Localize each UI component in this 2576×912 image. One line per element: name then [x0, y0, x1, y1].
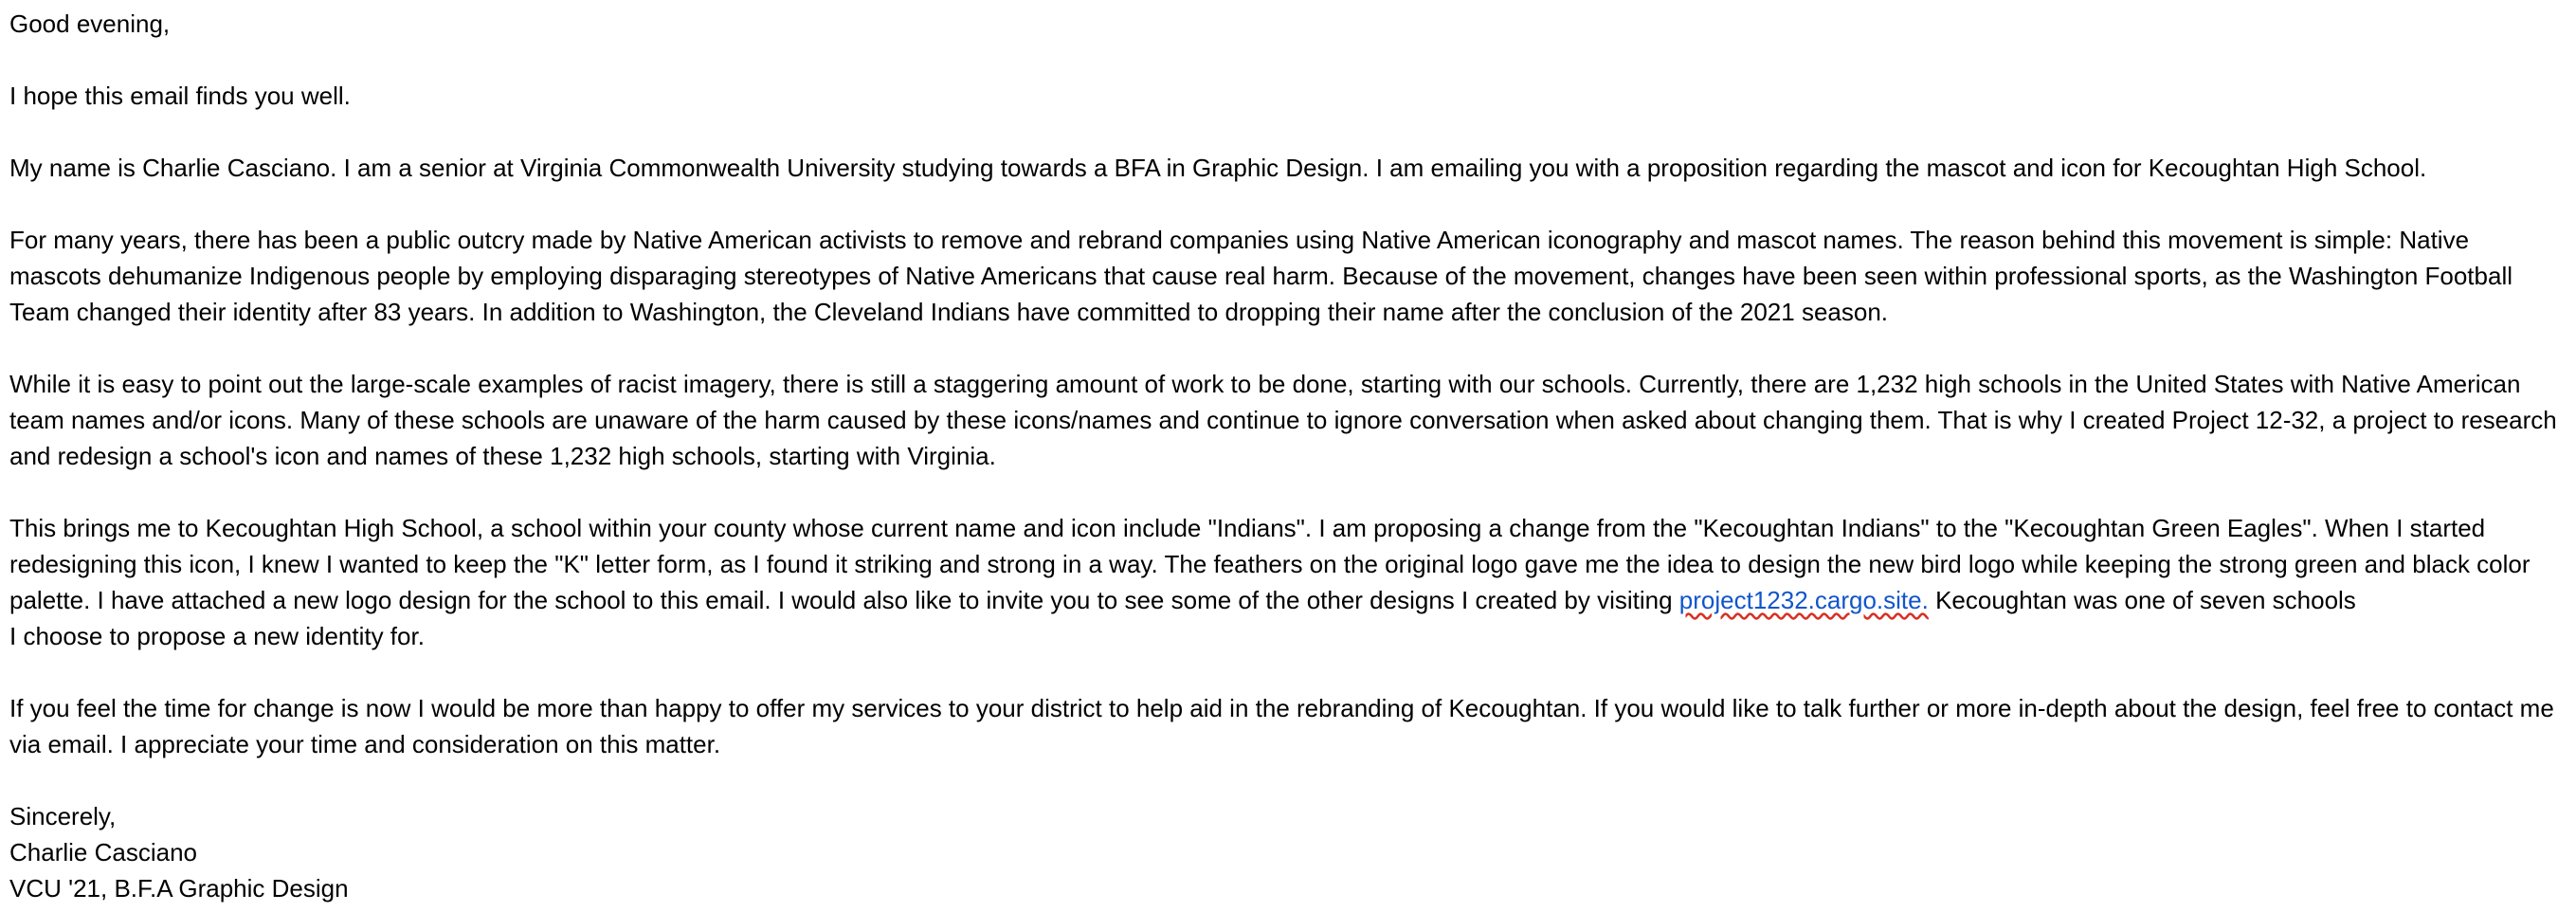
paragraph-self-introduction-text: My name is Charlie Casciano. I am a senior at Virginia Commonwealth University studying towards a BFA in Graphic Design. I am emailing you with a proposition regarding the mascot and icon for Kecoughtan High School.: [9, 154, 2427, 182]
paragraph-project-line: team names and/or icons. Many of these schools are unaware of the harm caused by these icons/names and continue to ignore conversation when asked about changing them. That is why I created Project 12-32, a project to research: [9, 406, 2557, 434]
paragraph-proposal-line: I choose to propose a new identity for.: [9, 622, 425, 650]
signature: [9, 798, 2567, 906]
paragraph-closing: [9, 690, 2567, 762]
signature-name: Charlie Casciano: [9, 838, 197, 866]
project-site-link[interactable]: project1232.cargo.site.: [1678, 586, 1929, 614]
paragraph-proposal-line-with-link: [9, 582, 2567, 618]
paragraph-intro: [9, 78, 2567, 114]
proposal-text-before-link: palette. I have attached a new logo design for the school to this email. I would also like to invite you to see some of the other designs I created by visiting: [9, 586, 1679, 614]
paragraph-closing-line: via email. I appreciate your time and consideration on this matter.: [9, 730, 721, 758]
paragraph-project-line: and redesign a school's icon and names of these 1,232 high schools, starting with Virginia.: [9, 442, 996, 470]
paragraph-intro-text: I hope this email finds you well.: [9, 82, 351, 110]
paragraph-background-line: mascots dehumanize Indigenous people by employing disparaging stereotypes of Native Americans that cause real harm. Because of the movement, changes have been seen within professional sports, as the Washington Football: [9, 262, 2513, 290]
paragraph-background-line: For many years, there has been a public outcry made by Native American activists to remove and rebrand companies using Native American iconography and mascot names. The reason behind this movement is simple: Native: [9, 226, 2470, 254]
greeting: [9, 6, 2567, 42]
paragraph-closing-line: If you feel the time for change is now I would be more than happy to offer my services to your district to help aid in the rebranding of Kecoughtan. If you would like to talk further or more in-depth about the design, feel free to contact me: [9, 694, 2554, 722]
paragraph-proposal-line: This brings me to Kecoughtan High School, a school within your county whose current name and icon include "Indians". I am proposing a change from the "Kecoughtan Indians" to the "Kecoughtan Green Eagles". When I started: [9, 514, 2486, 542]
paragraph-self-introduction: [9, 150, 2567, 186]
paragraph-background: [9, 222, 2567, 330]
paragraph-project: [9, 366, 2567, 474]
greeting-text: Good evening,: [9, 9, 171, 38]
proposal-text-after-link: Kecoughtan was one of seven schools: [1928, 586, 2356, 614]
paragraph-background-line: Team changed their identity after 83 years. In addition to Washington, the Cleveland Indians have committed to dropping their name after the conclusion of the 2021 season.: [9, 298, 1889, 326]
signature-closing: Sincerely,: [9, 802, 117, 830]
paragraph-project-line: While it is easy to point out the large-scale examples of racist imagery, there is still a staggering amount of work to be done, starting with our schools. Currently, there are 1,232 high schools in the United States with Native American: [9, 370, 2521, 398]
paragraph-proposal: [9, 510, 2567, 654]
paragraph-proposal-line: redesigning this icon, I knew I wanted to keep the "K" letter form, as I found it striking and strong in a way. The feathers on the original logo gave me the idea to design the new bird logo while keeping the strong green and black color: [9, 550, 2531, 578]
signature-affiliation: VCU '21, B.F.A Graphic Design: [9, 874, 349, 903]
